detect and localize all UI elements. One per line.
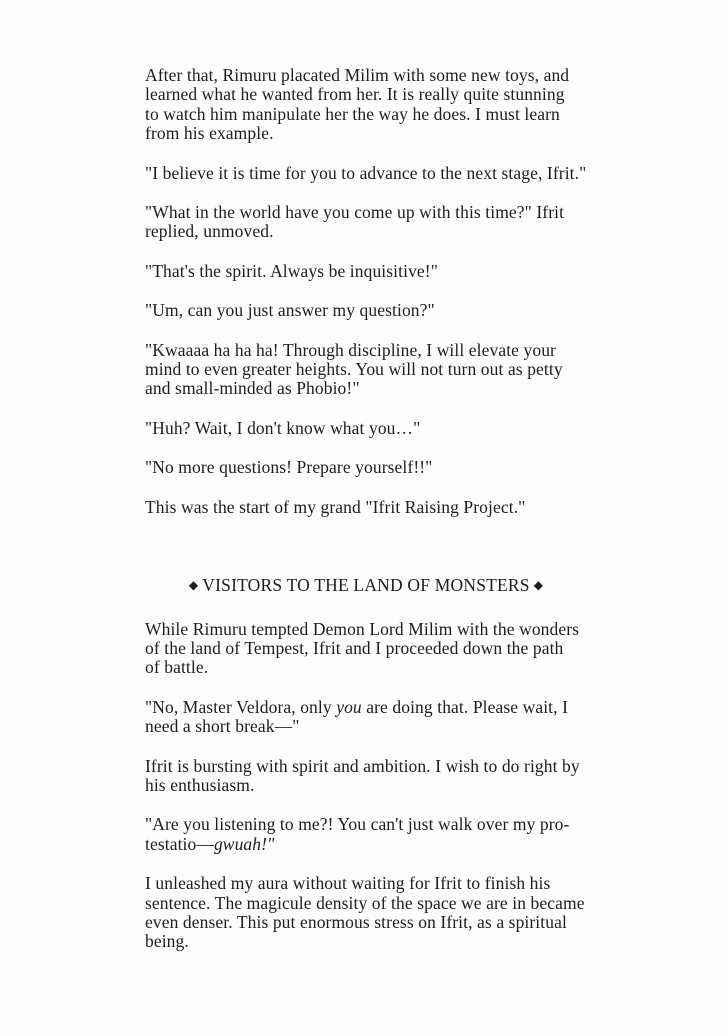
text-run: "I believe it is time for you to advance to the next stage, Ifrit." bbox=[145, 162, 587, 183]
paragraph bbox=[145, 458, 587, 477]
text-run: "Huh? Wait, I don't know what you…" bbox=[145, 417, 421, 438]
paragraph bbox=[145, 874, 587, 952]
text-run: "That's the spirit. Always be inquisitive!" bbox=[145, 260, 438, 281]
text-run: sentence. The magicule density of the space we are in became bbox=[145, 892, 585, 913]
paragraph bbox=[145, 815, 587, 854]
paragraph bbox=[145, 419, 587, 438]
text-run: testatio— bbox=[145, 833, 214, 854]
paragraph bbox=[145, 262, 587, 281]
text-run: This was the start of my grand "Ifrit Raising Project." bbox=[145, 496, 526, 517]
text-run: "Are you listening to me?! You can't just walk over my pro- bbox=[145, 814, 570, 835]
diamond-ornament-icon: ◆ bbox=[533, 578, 544, 593]
paragraph bbox=[145, 341, 587, 399]
italic-text-run: you bbox=[336, 696, 362, 717]
paragraph bbox=[145, 203, 587, 242]
text-run: "Um, can you just answer my question?" bbox=[145, 300, 435, 321]
section-heading-text: VISITORS TO THE LAND OF MONSTERS bbox=[202, 575, 530, 596]
text-run: "No, Master Veldora, only bbox=[145, 696, 337, 717]
paragraph bbox=[145, 66, 587, 144]
paragraph bbox=[145, 498, 587, 517]
section-heading bbox=[145, 576, 587, 595]
text-run: his enthusiasm. bbox=[145, 774, 255, 795]
text-run: While Rimuru tempted Demon Lord Milim with the wonders bbox=[145, 618, 580, 639]
text-run: learned what he wanted from her. It is really quite stunning bbox=[145, 84, 565, 105]
paragraph bbox=[145, 698, 587, 737]
text-run: mind to even greater heights. You will not turn out as petty bbox=[145, 359, 563, 380]
paragraph bbox=[145, 620, 587, 678]
text-run: I unleashed my aura without waiting for Ifrit to finish his bbox=[145, 873, 551, 894]
text-run: "What in the world have you come up with this time?" Ifrit bbox=[145, 202, 565, 223]
diamond-ornament-icon: ◆ bbox=[188, 578, 199, 593]
paragraph bbox=[145, 301, 587, 320]
text-run: replied, unmoved. bbox=[145, 221, 274, 242]
text-run: "No more questions! Prepare yourself!!" bbox=[145, 457, 433, 478]
text-run: are doing that. Please wait, I bbox=[361, 696, 569, 717]
text-run: and small-minded as Phobio!" bbox=[145, 378, 360, 399]
text-run: of the land of Tempest, Ifrit and I proceeded down the path bbox=[145, 637, 564, 658]
text-run: even denser. This put enormous stress on Ifrit, as a spiritual bbox=[145, 911, 567, 932]
text-run: Ifrit is bursting with spirit and ambition. I wish to do right by bbox=[145, 755, 580, 776]
text-run: to watch him manipulate her the way he does. I must learn bbox=[145, 103, 560, 124]
text-run: of battle. bbox=[145, 657, 209, 678]
text-run: After that, Rimuru placated Milim with some new toys, and bbox=[145, 65, 570, 85]
paragraph bbox=[145, 757, 587, 796]
text-block bbox=[145, 66, 587, 972]
paragraph bbox=[145, 164, 587, 183]
italic-text-run: gwuah!" bbox=[213, 833, 275, 854]
text-run: "Kwaaaa ha ha ha! Through discipline, I will elevate your bbox=[145, 339, 556, 360]
text-run: need a short break—" bbox=[145, 716, 300, 737]
text-run: being. bbox=[145, 931, 189, 952]
text-run: from his example. bbox=[145, 123, 274, 144]
